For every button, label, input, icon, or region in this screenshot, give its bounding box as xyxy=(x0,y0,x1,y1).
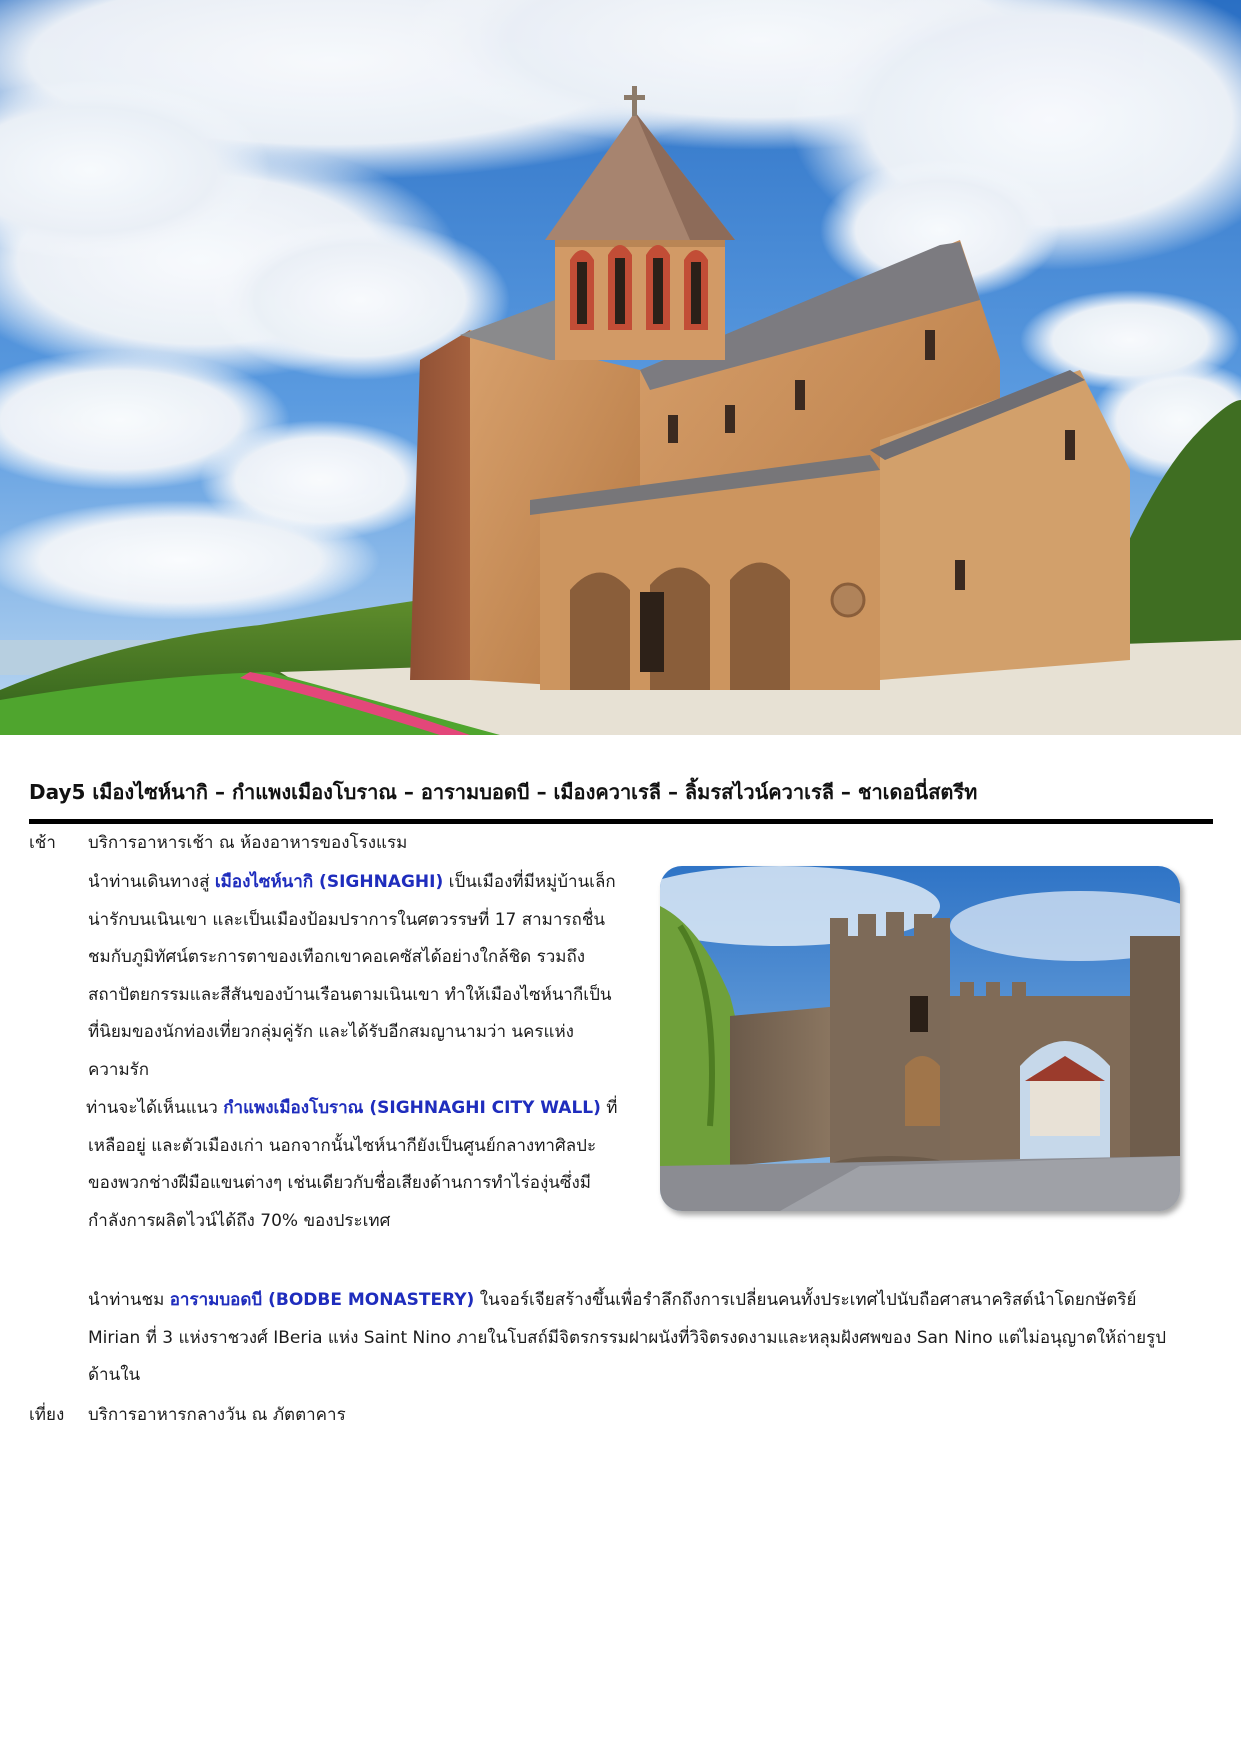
monastery-illustration xyxy=(0,0,1241,735)
sighnaghi-line-4: สถาปัตยกรรมและสีสันของบ้านเรือนตามเนินเขา ทำให้เมืองไซห์นากีเป็น xyxy=(88,984,612,1005)
city-wall-line-3: ของพวกช่างฝีมือแขนต่างๆ เช่นเดียวกับชื่อเสียงด้านการทำไร่องุ่นซึ่งมี xyxy=(88,1173,591,1193)
sighnaghi-line-6: ความรัก xyxy=(88,1059,150,1080)
sighnaghi-line-3: ชมกับภูมิทัศน์ตระการตาของเทือกเขาคอเคซัสได้อย่างใกล้ชิด รวมถึง xyxy=(88,947,586,967)
sighnaghi-line-5: ที่นิยมของนักท่องเที่ยวกลุ่มคู่รัก และได้รับอีกสมญานามว่า นครแห่ง xyxy=(88,1022,574,1042)
bodbe-line-3: ด้านใน xyxy=(88,1365,141,1385)
bodbe-line-1 xyxy=(88,1282,1218,1320)
bodbe-line-2: Mirian ที่ 3 แห่งราชวงศ์ IBeria แห่ง Saint Nino ภายในโบสถ์มีจิตรกรรมฝาผนังที่วิจิตรงดงามและหลุมฝังศพของ San Nino แต่ไม่อนุญาตให้ถ่ายรูป xyxy=(88,1327,1166,1348)
city-wall-line-4: กำลังการผลิตไวน์ได้ถึง 70% ของประเทศ xyxy=(88,1210,391,1231)
city-wall-photo xyxy=(660,866,1180,1211)
lunch-text: บริการอาหารกลางวัน ณ ภัตตาคาร xyxy=(88,1405,346,1425)
sighnaghi-line-2: น่ารักบนเนินเขา และเป็นเมืองป้อมปราการในศตวรรษที่ 17 สามารถชื่น xyxy=(88,909,606,930)
city-wall-text-1: ที่ xyxy=(600,1098,618,1118)
city-wall-illustration xyxy=(660,866,1180,1211)
city-wall-line-1 xyxy=(86,1090,656,1128)
sighnaghi-highlight: เมืองไซห์นากิ (SIGHNAGHI) xyxy=(214,872,444,892)
sighnaghi-line-1 xyxy=(88,864,648,902)
city-wall-intro: ท่านจะได้เห็นแนว xyxy=(86,1098,224,1118)
lunch-label: เที่ยง xyxy=(29,1405,65,1425)
hero-monastery-photo xyxy=(0,0,1241,735)
bodbe-intro: นำท่านชม xyxy=(88,1290,170,1310)
sighnaghi-text-1: เป็นเมืองที่มีหมู่บ้านเล็ก xyxy=(443,872,616,892)
heading-divider xyxy=(29,819,1213,824)
sighnaghi-paragraph xyxy=(88,864,648,1089)
bodbe-highlight: อารามบอดบี (BODBE MONASTERY) xyxy=(169,1290,475,1310)
breakfast-text: บริการอาหารเช้า ณ ห้องอาหารของโรงแรม xyxy=(88,833,408,853)
bodbe-paragraph xyxy=(88,1282,1218,1395)
city-wall-line-2: เหลืออยู่ และตัวเมืองเก่า นอกจากนั้นไซห์นากียังเป็นศูนย์กลางทาศิลปะ xyxy=(88,1135,597,1156)
city-wall-highlight: กำแพงเมืองโบราณ (SIGHNAGHI CITY WALL) xyxy=(223,1098,601,1118)
sighnaghi-intro: นำท่านเดินทางสู่ xyxy=(88,872,215,892)
breakfast-label: เช้า xyxy=(29,833,56,853)
city-wall-paragraph xyxy=(86,1090,656,1240)
day-title: Day5 เมืองไซห์นากิ – กำแพงเมืองโบราณ – อารามบอดบี – เมืองควาเรลี – ลิ้มรสไวน์ควาเรลี – ชาเดอนี่สตรีท xyxy=(29,780,978,804)
bodbe-text-1: ในจอร์เจียสร้างขึ้นเพื่อรำลึกถึงการเปลี่ยนคนทั้งประเทศไปนับถือศาสนาคริสต์นำโดยกษัตริย์ xyxy=(474,1290,1137,1310)
